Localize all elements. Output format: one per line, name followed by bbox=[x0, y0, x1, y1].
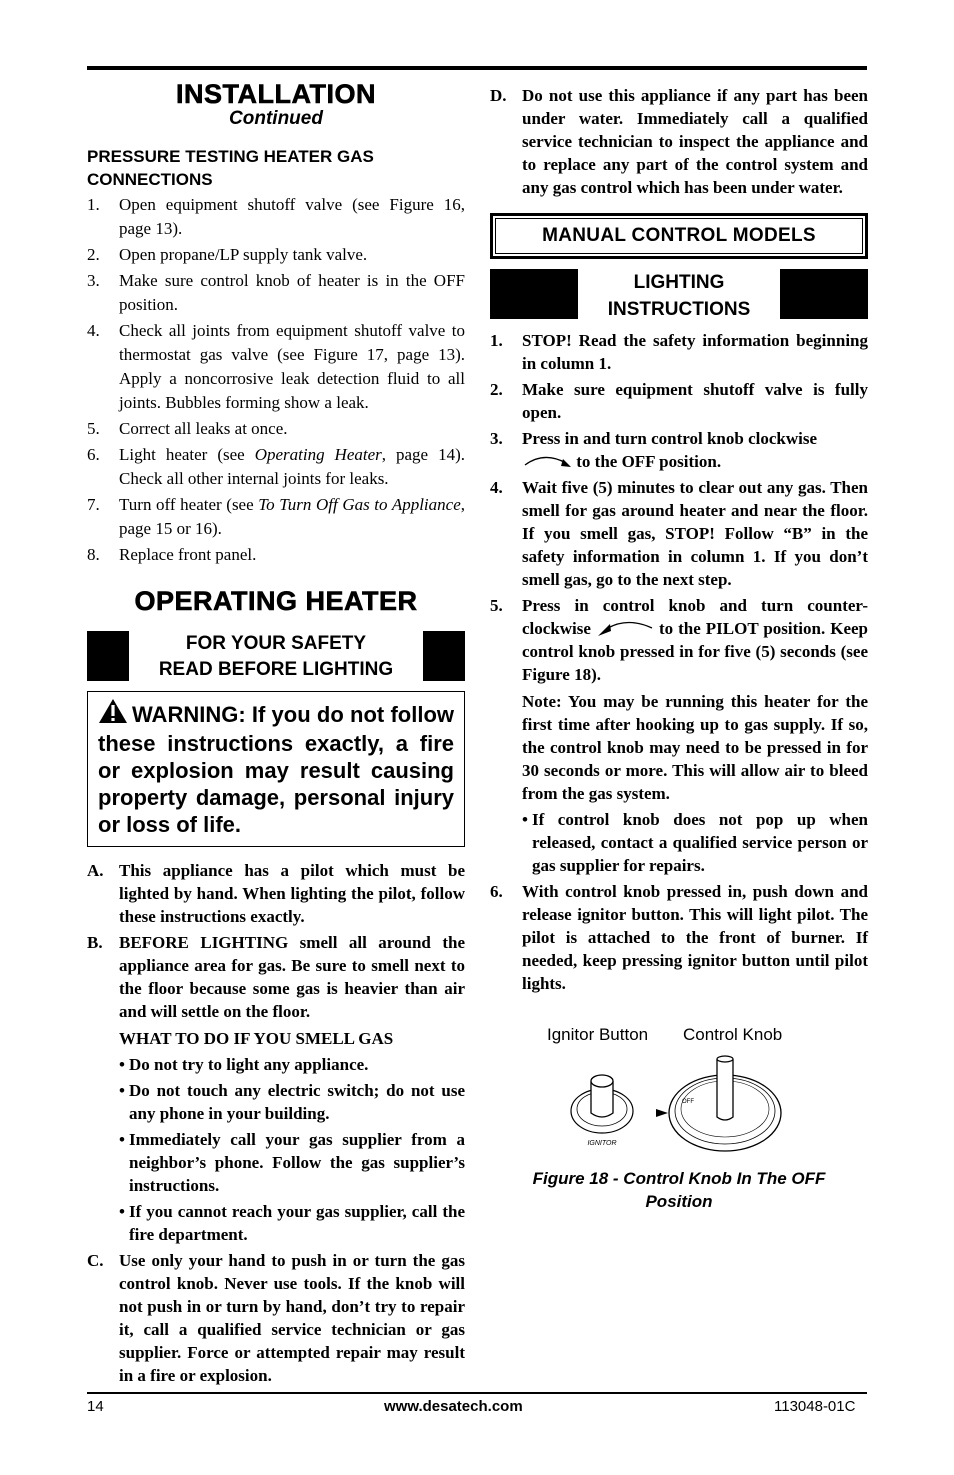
bullet-item: • Do not try to light any appliance. bbox=[119, 1055, 369, 1074]
right-column bbox=[490, 84, 868, 1213]
lighting-instructions-banner bbox=[490, 269, 868, 319]
pressure-testing-heading: PRESSURE TESTING HEATER GAS CONNECTIONS bbox=[87, 147, 374, 189]
safety-line-1: FOR YOUR SAFETY bbox=[185, 633, 367, 654]
list-item: 7. Turn off heater (see To Turn Off Gas to Appliance, page 15 or 16). bbox=[87, 495, 465, 538]
figure-caption: Figure 18 - Control Knob In The OFF Position bbox=[532, 1169, 826, 1211]
bullet-item: • If control knob does not pop up when released, contact a qualified service person or gas supplier for repairs. bbox=[522, 810, 868, 875]
bottom-rule bbox=[87, 1392, 867, 1394]
bullet-item: • Do not touch any electric switch; do not use any phone in your building. bbox=[119, 1081, 465, 1123]
document-code: 113048-01C bbox=[774, 1398, 856, 1415]
warning-triangle-icon bbox=[98, 698, 128, 730]
pressure-testing-steps bbox=[87, 193, 465, 567]
left-column bbox=[87, 78, 465, 1390]
lighting-line-1: LIGHTING bbox=[633, 272, 725, 293]
operating-heater-title: OPERATING HEATER bbox=[134, 586, 418, 616]
list-item: 4. Wait five (5) minutes to clear out any gas. Then smell for gas around heater and near the floor. If you smell gas, STOP! Follow “B” in the safety information in column 1. If you don’t smell gas, go to the next step. bbox=[490, 478, 868, 589]
clockwise-arrow-icon bbox=[522, 452, 572, 471]
bullet-item: • If you cannot reach your gas supplier, call the fire department. bbox=[119, 1202, 465, 1244]
continued-label: Continued bbox=[229, 108, 323, 129]
safety-items-continued bbox=[490, 84, 868, 199]
figure-18 bbox=[490, 1017, 868, 1167]
control-knob-label: Control Knob bbox=[683, 1025, 783, 1044]
list-item: 6. Light heater (see Operating Heater, page 14). Check all other internal joints for leaks. bbox=[87, 445, 465, 488]
control-knob-diagram bbox=[560, 1055, 820, 1155]
off-text: OFF bbox=[682, 1099, 694, 1105]
installation-title: INSTALLATION bbox=[176, 79, 376, 109]
list-item: 3. Make sure control knob of heater is in the OFF position. bbox=[87, 271, 465, 314]
banner-block-left bbox=[87, 631, 129, 681]
warning-text: WARNING: If you do not follow these instructions exactly, a fire or explosion may result causing property damage, personal injury or loss of life. bbox=[98, 702, 454, 837]
ignitor-button-label: Ignitor Button bbox=[547, 1025, 649, 1044]
list-item: 2. Open propane/LP supply tank valve. bbox=[87, 245, 368, 264]
lighting-line-2: INSTRUCTIONS bbox=[607, 299, 751, 320]
what-to-do-heading: WHAT TO DO IF YOU SMELL GAS bbox=[119, 1029, 394, 1048]
warning-box bbox=[87, 691, 465, 847]
safety-line-2: READ BEFORE LIGHTING bbox=[158, 659, 394, 680]
list-item: 2. Make sure equipment shutoff valve is fully open. bbox=[490, 380, 868, 422]
list-item: 1. Open equipment shutoff valve (see Figure 16, page 13). bbox=[87, 195, 465, 238]
lighting-steps bbox=[490, 329, 868, 995]
list-item: A. This appliance has a pilot which must be lighted by hand. When lighting the pilot, follow these instructions exactly. bbox=[87, 861, 465, 926]
counterclockwise-arrow-icon bbox=[596, 619, 654, 638]
list-item: 1. STOP! Read the safety information beginning in column 1. bbox=[490, 331, 868, 373]
top-rule bbox=[87, 66, 867, 70]
list-item: 5. Press in control knob and turn counter-clockwise to the PILOT position. Keep control knob pressed in for five (5) seconds (see Figure 18). Note: You may be running this heater for the first time after hooking up to gas supply. If so, the control knob may need to be pressed in for 30 seconds or more. This will allow air to bleed from the gas system. • If control knob does not pop up when released, contact a qualified service person or gas supplier for repairs. bbox=[490, 596, 868, 875]
banner-block-left bbox=[490, 269, 578, 319]
list-item: B. BEFORE LIGHTING smell all around the appliance area for gas. Be sure to smell next to the floor because some gas is heavier than air and will settle on the floor. WHAT TO DO IF YOU SMELL GAS • Do not try to light any appliance. • Do not touch any electric switch; do not use any phone in your building. • Immediately call your gas supplier from a neighbor’s phone. Follow the gas supplier’s instructions. • If you cannot reach your gas supplier, call the fire department. bbox=[87, 933, 465, 1244]
list-item: C. Use only your hand to push in or turn the gas control knob. Never use tools. If the knob will not push in or turn by hand, don’t try to repair it, call a qualified service technician or gas supplier. Force or attempted repair may result in a fire or explosion. bbox=[87, 1251, 465, 1385]
turn-off-gas-ref: To Turn Off Gas to Appliance bbox=[258, 495, 461, 514]
list-item: 3. Press in and turn control knob clockwise to the OFF position. bbox=[490, 429, 818, 471]
operating-heater-ref: Operating Heater bbox=[254, 445, 382, 464]
page-number: 14 bbox=[87, 1398, 104, 1415]
list-item: 4. Check all joints from equipment shutoff valve to thermostat gas valve (see Figure 17, page 13). Apply a noncorrosive leak detection fluid to all joints. Bubbles forming show a leak. bbox=[87, 321, 465, 412]
safety-banner bbox=[87, 631, 465, 681]
list-item: 6. With control knob pressed in, push down and release ignitor button. This will light pilot. The pilot is attached to the front of burner. If needed, keep pressing ignitor button until pilot lights. bbox=[490, 882, 868, 993]
banner-block-right bbox=[780, 269, 868, 319]
website-link[interactable]: www.desatech.com bbox=[384, 1398, 523, 1415]
note-paragraph: Note: You may be running this heater for the first time after hooking up to gas supply. If so, the control knob may need to be pressed in for 30 seconds or more. This will allow air to bleed from the gas system. bbox=[522, 692, 868, 803]
list-item: D. Do not use this appliance if any part has been under water. Immediately call a qualified service technician to inspect the appliance and to replace any part of the control system and any gas control which has been under water. bbox=[490, 86, 868, 197]
list-item: 8. Replace front panel. bbox=[87, 545, 257, 564]
bullet-item: • Immediately call your gas supplier from a neighbor’s phone. Follow the gas supplier’s instructions. bbox=[119, 1130, 465, 1195]
safety-items bbox=[87, 859, 465, 1387]
manual-control-models-banner bbox=[490, 213, 868, 259]
banner-block-right bbox=[423, 631, 465, 681]
manual-control-models-title: MANUAL CONTROL MODELS bbox=[495, 218, 863, 254]
list-item: 5. Correct all leaks at once. bbox=[87, 419, 288, 438]
ignitor-text: IGNITOR bbox=[587, 1140, 617, 1147]
